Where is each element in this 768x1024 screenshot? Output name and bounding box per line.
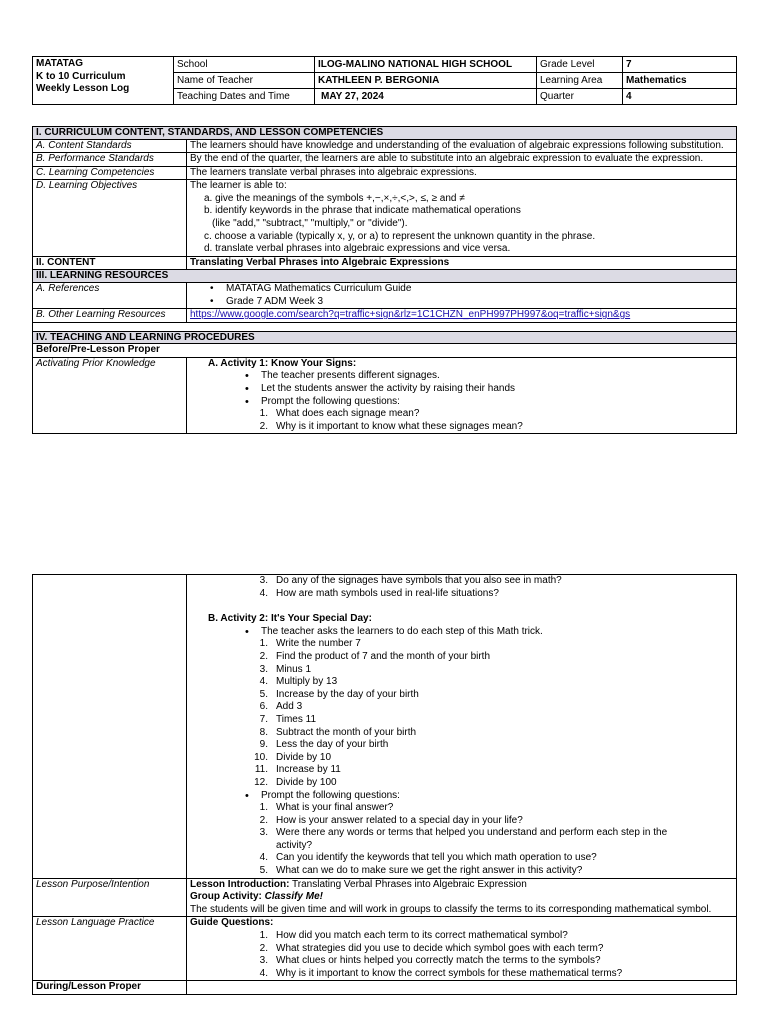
grade-level-label: Grade Level [537, 57, 623, 73]
guide-questions-list [190, 930, 733, 980]
dates-value: MAY 27, 2024 [315, 89, 537, 105]
competencies-label: C. Learning Competencies [33, 166, 187, 180]
guide-question-item: 1. How did you match each term to its correct mathematical symbol? [259, 930, 568, 942]
reference-item: • MATATAG Mathematics Curriculum Guide [190, 283, 733, 296]
lesson-log-table [32, 126, 737, 434]
reference-item: • Grade 7 ADM Week 3 [190, 296, 733, 309]
step-item: 9. Less the day of your birth [259, 739, 389, 751]
school-value: ILOG-MALINO NATIONAL HIGH SCHOOL [315, 57, 537, 73]
before-lesson-heading: Before/Pre-Lesson Proper [33, 344, 737, 358]
purpose-cell [187, 878, 737, 917]
objective-item: a. give the meanings of the symbols +,−,×,÷,<,>, ≤, ≥ and ≠ [204, 192, 465, 204]
performance-standards-label: B. Performance Standards [33, 153, 187, 167]
references-cell [187, 282, 737, 308]
guide-question-item: 4. Why is it important to know the correct symbols for these mathematical terms? [259, 967, 623, 979]
other-resources-cell [187, 309, 737, 323]
step-item: 3. Minus 1 [259, 663, 312, 675]
question-item: 5. What can we do to make sure we get the right answer in this activity? [259, 865, 583, 877]
step-item: 2. Find the product of 7 and the month of your birth [259, 650, 491, 662]
empty-label-cell [33, 575, 187, 879]
content-topic: Translating Verbal Phrases into Algebraic Expressions [187, 256, 737, 270]
guide-question-item: 2. What strategies did you use to decide which symbol goes with each term? [259, 942, 604, 954]
question-item: 4. Can you identify the keywords that tell you which math operation to use? [259, 852, 597, 864]
purpose-label: Lesson Purpose/Intention [33, 878, 187, 917]
learning-area-value: Mathematics [623, 73, 737, 89]
objective-item: (like "add," "subtract," "multiply," or "divide"). [212, 218, 408, 230]
group-activity-desc: The students will be given time and will work in groups to classify the terms to its corresponding mathematical symbol. [190, 903, 712, 915]
activity1-cell [187, 357, 737, 434]
question-item: 2. Why is it important to know what these signages mean? [259, 420, 523, 432]
step-item: 10. Divide by 10 [254, 751, 332, 763]
activity2-bullet: • The teacher asks the learners to do each step of this Math trick. [190, 626, 733, 639]
objectives-cell [187, 180, 737, 257]
brand-line: MATATAG [36, 58, 84, 69]
question-item: 3. Were there any words or terms that helped you understand and perform each step in the [259, 827, 668, 839]
step-item: 1. Write the number 7 [259, 638, 361, 650]
section-title: I. CURRICULUM CONTENT, STANDARDS, AND LESSON COMPETENCIES [33, 127, 737, 140]
question-item: 3. Do any of the signages have symbols that you also see in math? [259, 575, 562, 586]
learning-area-label: Learning Area [537, 73, 623, 89]
during-lesson-cell [187, 981, 737, 995]
content-standards-text: The learners should have knowledge and understanding of the evaluation of algebraic expressions following substitution. [187, 139, 737, 153]
teacher-label: Name of Teacher [174, 73, 315, 89]
curriculum-brand [33, 57, 174, 105]
activity1-bullet: • The teacher presents different signages. [190, 370, 733, 383]
quarter-label: Quarter [537, 89, 623, 105]
language-practice-label: Lesson Language Practice [33, 917, 187, 981]
header-table [32, 56, 737, 105]
brand-line: K to 10 Curriculum [36, 70, 126, 82]
objective-item: b. identify keywords in the phrase that indicate mathematical operations [204, 205, 521, 217]
during-lesson-heading: During/Lesson Proper [33, 981, 187, 995]
activity1-bullet: • Prompt the following questions: [190, 396, 733, 409]
step-item: 5. Increase by the day of your birth [259, 688, 419, 700]
group-activity: Group Activity: Classify Me! [190, 891, 323, 903]
prompt-questions [190, 802, 733, 878]
step-item: 8. Subtract the month of your birth [259, 726, 417, 738]
question-item: activity? [276, 839, 313, 851]
step-item: 6. Add 3 [259, 701, 303, 713]
question-item: 2. How is your answer related to a special day in your life? [259, 814, 523, 826]
spacer-row [33, 322, 737, 331]
references-label: A. References [33, 282, 187, 308]
teacher-value: KATHLEEN P. BERGONIA [315, 73, 537, 89]
math-trick-steps [190, 638, 733, 789]
grade-level-value: 7 [623, 57, 737, 73]
question-item: 1. What is your final answer? [259, 802, 394, 814]
objectives-label: D. Learning Objectives [33, 180, 187, 257]
guide-question-item: 3. What clues or hints helped you correctly match the terms to the symbols? [259, 955, 601, 967]
objectives-intro: The learner is able to: [190, 180, 287, 192]
guide-questions-cell [187, 917, 737, 981]
guide-questions-title: Guide Questions: [190, 917, 274, 929]
other-resources-label: B. Other Learning Resources [33, 309, 187, 323]
step-item: 12. Divide by 100 [254, 776, 337, 788]
activities-cell [187, 575, 737, 879]
objective-item: d. translate verbal phrases into algebraic expressions and vice versa. [204, 243, 511, 255]
activity1-bullet: • Let the students answer the activity by raising their hands [190, 383, 733, 396]
step-item: 4. Multiply by 13 [259, 676, 338, 688]
question-item: 1. What does each signage mean? [259, 408, 420, 420]
prior-knowledge-label: Activating Prior Knowledge [33, 357, 187, 434]
step-item: 11. Increase by 11 [254, 764, 341, 776]
dates-label: Teaching Dates and Time [174, 89, 315, 105]
resource-link[interactable]: https://www.google.com/search?q=traffic+sign&rlz=1C1CHZN_enPH997PH997&oq=traffic+sign&gs [190, 309, 631, 321]
activity1-title: A. Activity 1: Know Your Signs: [208, 357, 357, 369]
section-title: III. LEARNING RESOURCES [33, 270, 737, 283]
prompt-bullet: • Prompt the following questions: [190, 790, 733, 803]
performance-standards-text: By the end of the quarter, the learners are able to substitute into an algebraic expression to evaluate the expression. [187, 153, 737, 167]
question-item: 4. How are math symbols used in real-life situations? [259, 587, 499, 599]
school-label: School [174, 57, 315, 73]
content-standards-label: A. Content Standards [33, 139, 187, 153]
activity2-title: B. Activity 2: It's Your Special Day: [208, 613, 372, 625]
step-item: 7. Times 11 [259, 713, 317, 725]
lesson-log-table-continued [32, 574, 737, 995]
competencies-text: The learners translate verbal phrases into algebraic expressions. [187, 166, 737, 180]
lesson-introduction: Lesson Introduction: Translating Verbal Phrases into Algebraic Expression [190, 878, 527, 890]
quarter-value: 4 [623, 89, 737, 105]
section-title: IV. TEACHING AND LEARNING PROCEDURES [33, 331, 737, 344]
objective-item: c. choose a variable (typically x, y, or a) to represent the unknown quantity in the phrase. [204, 230, 596, 242]
content-section-title: II. CONTENT [33, 256, 187, 270]
brand-line: Weekly Lesson Log [36, 83, 130, 94]
